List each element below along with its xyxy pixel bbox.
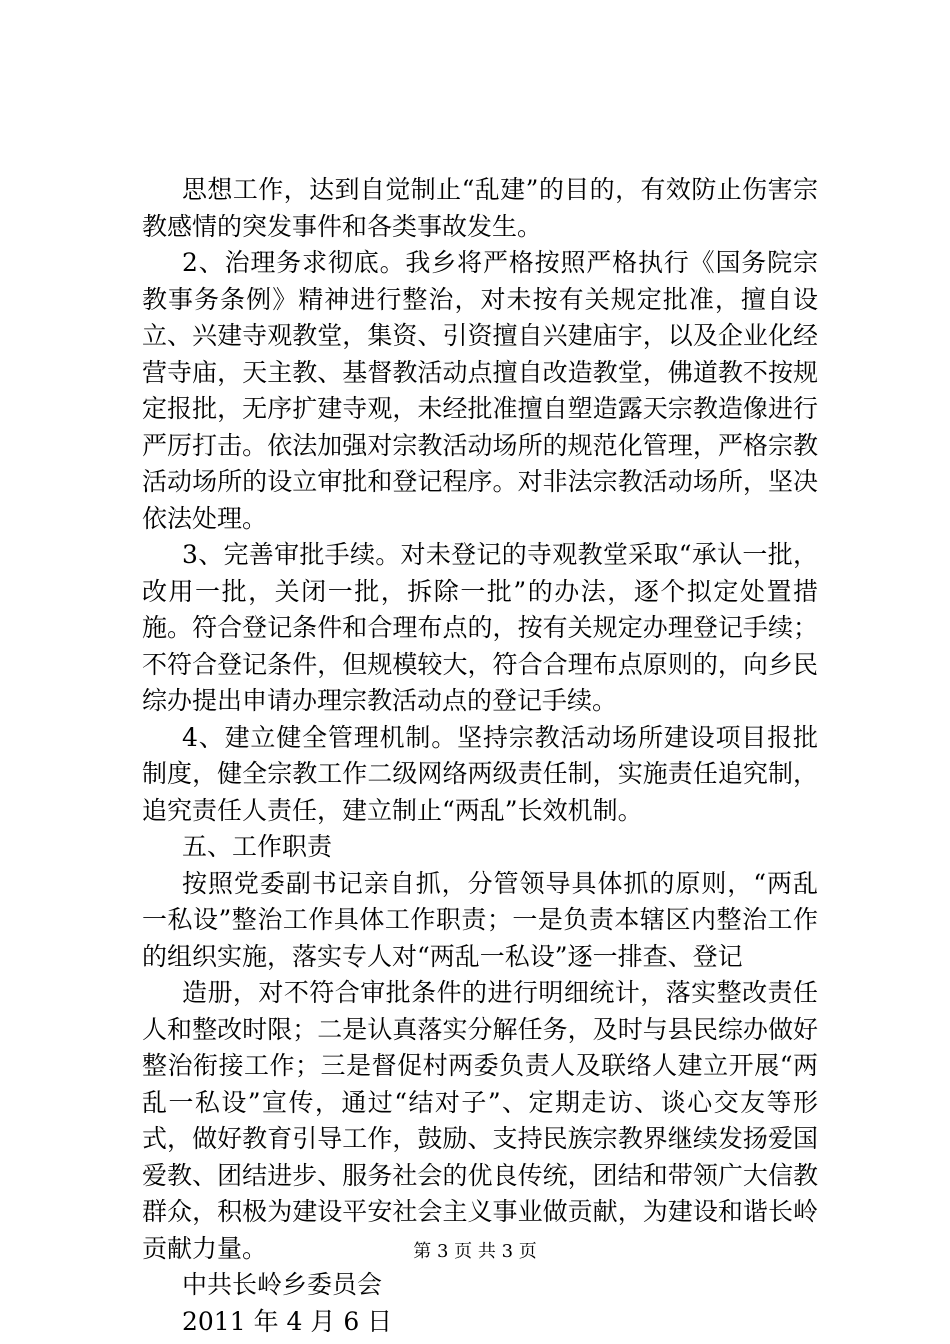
- page-footer: 第 3 页 共 3 页: [413, 1241, 537, 1262]
- signature-organization: 中共长岭乡委员会: [182, 1270, 383, 1299]
- paragraph-item-2: 2、治理务求彻底。我乡将严格按照严格执行《国务院宗教事务条例》精神进行整治，对未按有关规定批准，擅自设立、兴建寺观教堂，集资、引资擅自兴建庙宇，以及企业化经营寺庙，天主教、基督教活动点擅自改造教堂，佛道教不按规定报批，无序扩建寺观，未经批准擅自塑造露天宗教造像进行严厉打击。依法加强对宗教活动场所的规范化管理，严格宗教活动场所的设立审批和登记程序。对非法宗教活动场所，坚决依法处理。: [142, 248, 818, 533]
- paragraph-duties-part-2: 造册，对不符合审批条件的进行明细统计，落实整改责任人和整改时限；二是认真落实分解任务，及时与县民综办做好整治衔接工作；三是督促村两委负责人及联络人建立开展“两乱一私设”宣传，通过“结对子”、定期走访、谈心交友等形式，做好教育引导工作，鼓励、支持民族宗教界继续发扬爱国爱教、团结进步、服务社会的优良传统，团结和带领广大信教群众，积极为建设平安社会主义事业做贡献，为建设和谐长岭贡献力量。: [142, 978, 818, 1263]
- document-body: [142, 172, 818, 1340]
- paragraph-item-3: 3、完善审批手续。对未登记的寺观教堂采取“承认一批，改用一批，关闭一批，拆除一批”的办法，逐个拟定处置措施。符合登记条件和合理布点的，按有关规定办理登记手续；不符合登记条件，但规模较大，符合合理布点原则的，向乡民综办提出申请办理宗教活动点的登记手续。: [142, 540, 818, 715]
- section-heading-5: 五、工作职责: [182, 832, 333, 861]
- paragraph-duties-part-1: 按照党委副书记亲自抓，分管领导具体抓的原则，“两乱一私设”整治工作具体工作职责；一是负责本辖区内整治工作的组织实施，落实专人对“两乱一私设”逐一排查、登记: [142, 868, 818, 971]
- paragraph-item-4: 4、建立健全管理机制。坚持宗教活动场所建设项目报批制度，健全宗教工作二级网络两级责任制，实施责任追究制，追究责任人责任，建立制止“两乱”长效机制。: [142, 722, 818, 825]
- signature-date: 2011 年 4 月 6 日: [182, 1306, 393, 1336]
- paragraph-intro-continuation: 思想工作，达到自觉制止“乱建”的目的，有效防止伤害宗教感情的突发事件和各类事故发生。: [142, 175, 818, 241]
